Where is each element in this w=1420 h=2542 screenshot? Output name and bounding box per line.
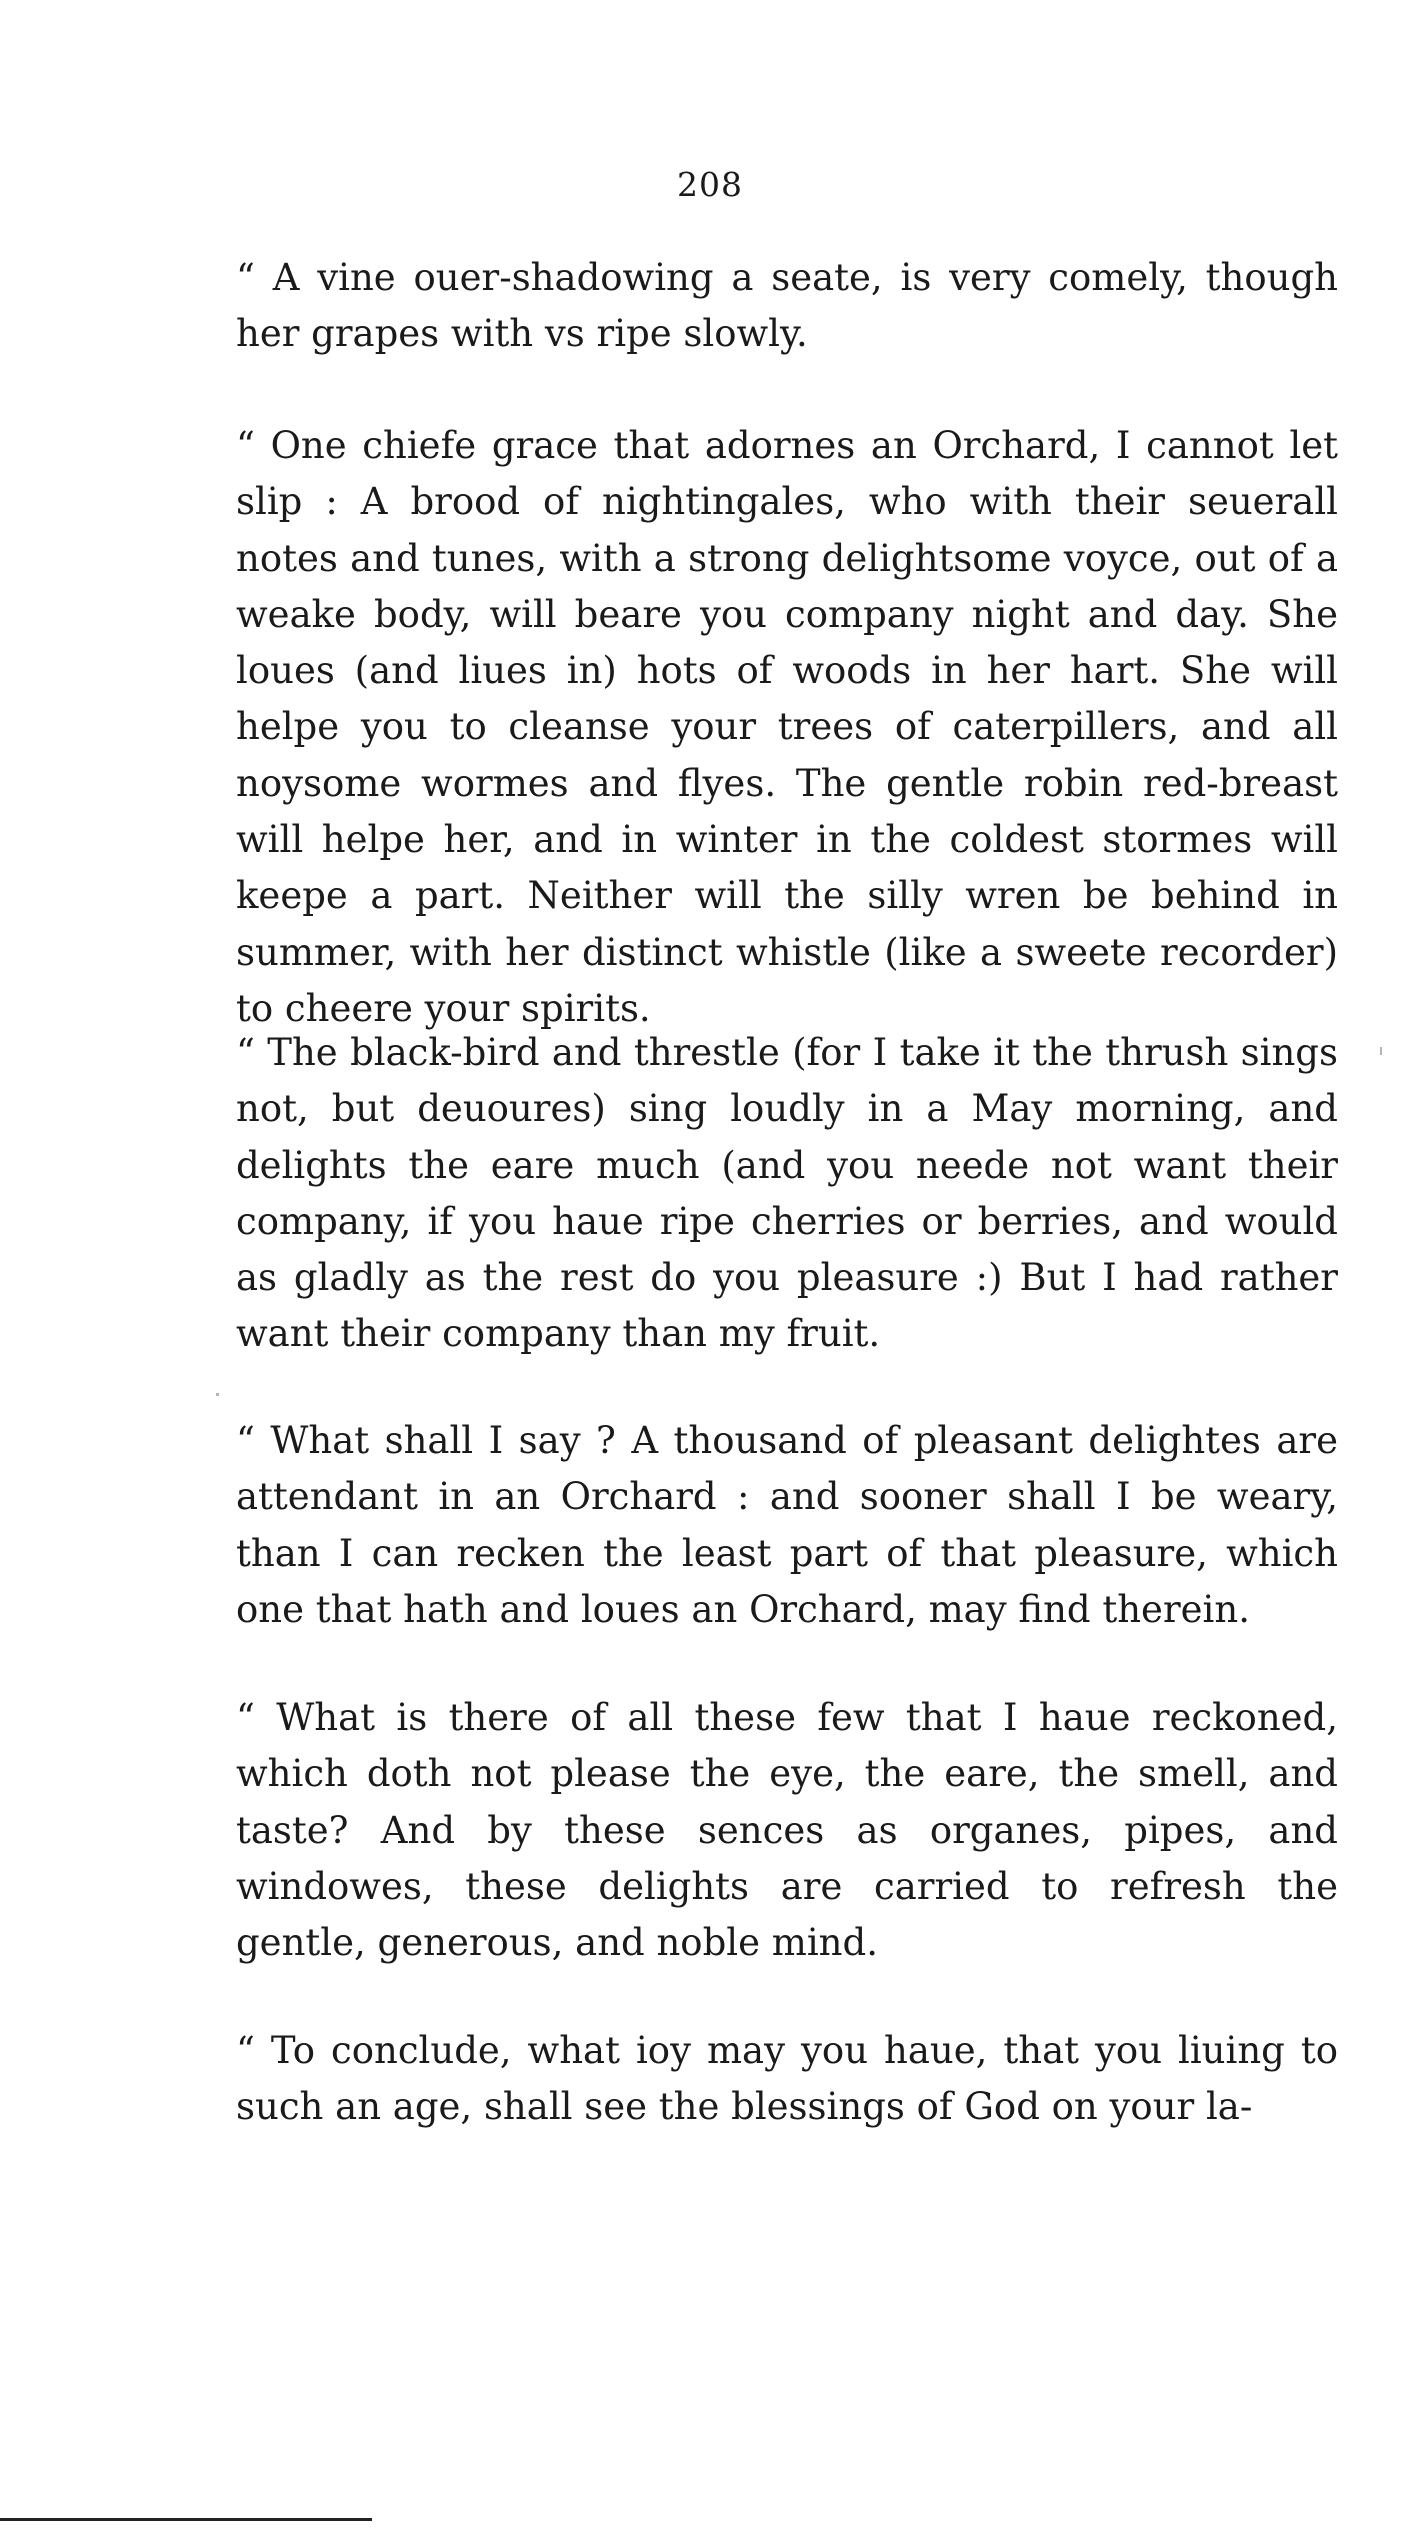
paragraph-senses: “ What is there of all these few that I haue reckoned, which doth not please the eye, the eare, the smell, and taste? And by these sences as organes, pipes, and windowes, these delights are carried to refresh the gentle, generous, and noble mind. (236, 1696, 1338, 1965)
paragraph-blackbird: “ The black-bird and threstle (for I take it the thrush sings not, but deuoures) sing loudly in a May morning, and delights the eare much (and you neede not want their company, if you haue ripe cherries or berries, and would as gladly as the rest do you pleasure :) But I had rather want their company than my fruit. (236, 1031, 1338, 1356)
paragraph-nightingales: “ One chiefe grace that adornes an Orchard, I cannot let slip : A brood of nightingales, who with their seuerall notes and tunes, with a strong delightsome voyce, out of a weake body, will beare you company night and day. She loues (and liues in) hots of woods in her hart. She will helpe you to cleanse your trees of caterpillers, and all noysome wormes and flyes. The gentle robin red-breast will helpe her, and in winter in the coldest stormes will keepe a part. Neither will the silly wren be behind in summer, with her distinct whistle (like a sweete recorder) to cheere your spirits. (236, 424, 1338, 1030)
page-number: 208 (677, 165, 743, 204)
paragraph-vine: “ A vine ouer-shadowing a seate, is very comely, though her grapes with vs ripe slowly. (236, 256, 1338, 356)
stray-ink-mark (1380, 1047, 1382, 1055)
paragraph-delights: “ What shall I say ? A thousand of pleasant delightes are attendant in an Orchard : and sooner shall I be weary, than I can recken the least part of that pleasure, which one that hath and loues an Orchard, may find therein. (236, 1419, 1338, 1631)
bottom-rule (0, 2518, 372, 2521)
stray-ink-dot (216, 1393, 219, 1396)
paragraph-conclusion: “ To conclude, what ioy may you haue, that you liuing to such an age, shall see the blessings of God on your la- (236, 2029, 1338, 2129)
